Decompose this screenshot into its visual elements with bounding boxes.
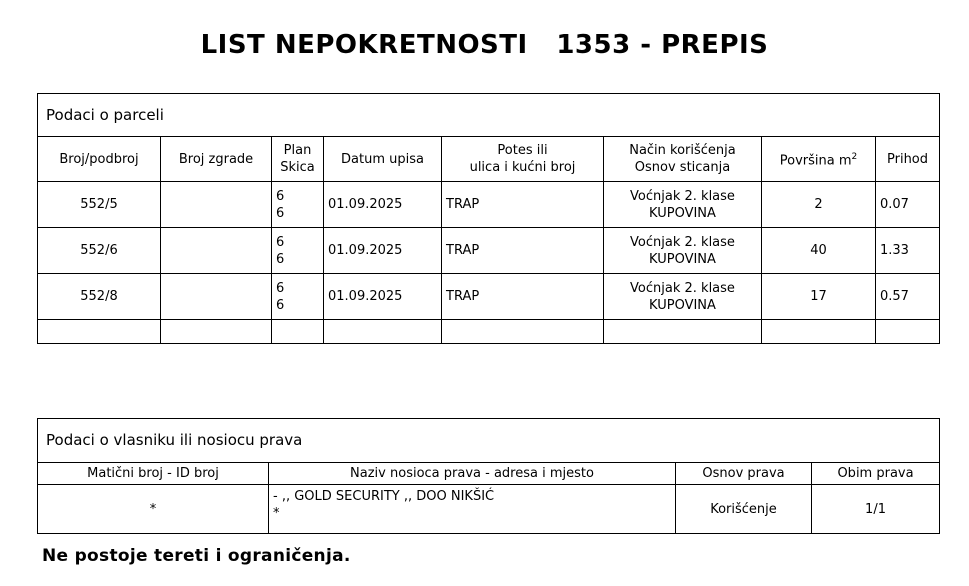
cell-plan: 6 [276,280,285,296]
cell-broj: 552/5 [38,182,161,228]
cell-nacin-osnov [604,182,762,228]
cell-prihod: 0.57 [876,274,940,320]
header-obim-prava: Obim prava [812,463,940,485]
cell-datum: 01.09.2025 [324,182,442,228]
cell-potes: TRAP [442,228,604,274]
document-title: LIST NEPOKRETNOSTI 1353 - PREPIS [200,30,769,60]
header-datum-upisa: Datum upisa [324,137,442,182]
table-row [38,182,940,228]
header-ulica: ulica i kućni broj [469,160,576,175]
cell-prihod: 1.33 [876,228,940,274]
empty-cell [604,320,762,344]
cell-zgrada [161,274,272,320]
cell-skica: 6 [276,297,285,313]
cell-plan-skica [272,182,324,228]
parcel-table [37,93,940,344]
header-povrsina-label: Površina m [779,153,852,169]
cell-naziv-line1: - ,, GOLD SECURITY ,, DOO NIKŠIĆ [273,489,495,504]
empty-row [38,320,940,344]
header-osnov-sticanja: Osnov sticanja [634,160,731,175]
cell-naziv-line2: * [273,506,280,521]
cell-broj: 552/8 [38,274,161,320]
header-plan: Plan [283,143,312,158]
cell-plan: 6 [276,188,285,204]
empty-cell [762,320,876,344]
cell-osnov-prava: Korišćenje [676,485,812,534]
empty-cell [272,320,324,344]
header-potes-ulica [442,137,604,182]
encumbrance-note: Ne postoje tereti i ograničenja. [42,546,351,566]
cell-osnov: KUPOVINA [649,205,716,221]
cell-plan-skica [272,274,324,320]
owner-section-title: Podaci o vlasniku ili nosiocu prava [38,419,940,463]
header-broj-zgrade: Broj zgrade [161,137,272,182]
header-povrsina [762,137,876,182]
cell-broj: 552/6 [38,228,161,274]
empty-cell [38,320,161,344]
empty-cell [442,320,604,344]
table-row [38,228,940,274]
table-row [38,485,940,534]
cell-potes: TRAP [442,274,604,320]
cell-skica: 6 [276,205,285,221]
header-maticni-broj: Matični broj - ID broj [38,463,269,485]
cell-zgrada [161,228,272,274]
cell-datum: 01.09.2025 [324,274,442,320]
cell-nacin: Voćnjak 2. klase [630,234,735,250]
cell-plan: 6 [276,234,285,250]
empty-cell [161,320,272,344]
cell-nacin-osnov [604,228,762,274]
header-nacin-koriscenja: Način korišćenja [629,143,736,158]
cell-maticni: * [38,485,269,534]
cell-nacin: Voćnjak 2. klase [630,188,735,204]
header-plan-skica [272,137,324,182]
parcel-section-title: Podaci o parceli [38,94,940,137]
cell-obim-prava: 1/1 [812,485,940,534]
cell-prihod: 0.07 [876,182,940,228]
header-povrsina-sup: 2 [851,151,858,162]
cell-skica: 6 [276,251,285,267]
cell-povrsina: 2 [762,182,876,228]
cell-nacin: Voćnjak 2. klase [630,280,735,296]
cell-zgrada [161,182,272,228]
header-skica: Skica [280,160,315,175]
header-broj-podbroj: Broj/podbroj [38,137,161,182]
cell-datum: 01.09.2025 [324,228,442,274]
cell-povrsina: 40 [762,228,876,274]
header-naziv-nosioca: Naziv nosioca prava - adresa i mjesto [269,463,676,485]
cell-osnov: KUPOVINA [649,251,716,267]
cell-povrsina: 17 [762,274,876,320]
cell-plan-skica [272,228,324,274]
cell-naziv [269,485,676,534]
header-osnov-prava: Osnov prava [676,463,812,485]
table-row [38,274,940,320]
header-prihod: Prihod [876,137,940,182]
header-nacin-osnov [604,137,762,182]
owner-header-row [38,463,940,485]
cell-potes: TRAP [442,182,604,228]
empty-cell [324,320,442,344]
parcel-header-row [38,137,940,182]
header-potes: Potes ili [497,143,548,158]
empty-cell [876,320,940,344]
owner-table [37,418,940,534]
cell-osnov: KUPOVINA [649,297,716,313]
cell-nacin-osnov [604,274,762,320]
